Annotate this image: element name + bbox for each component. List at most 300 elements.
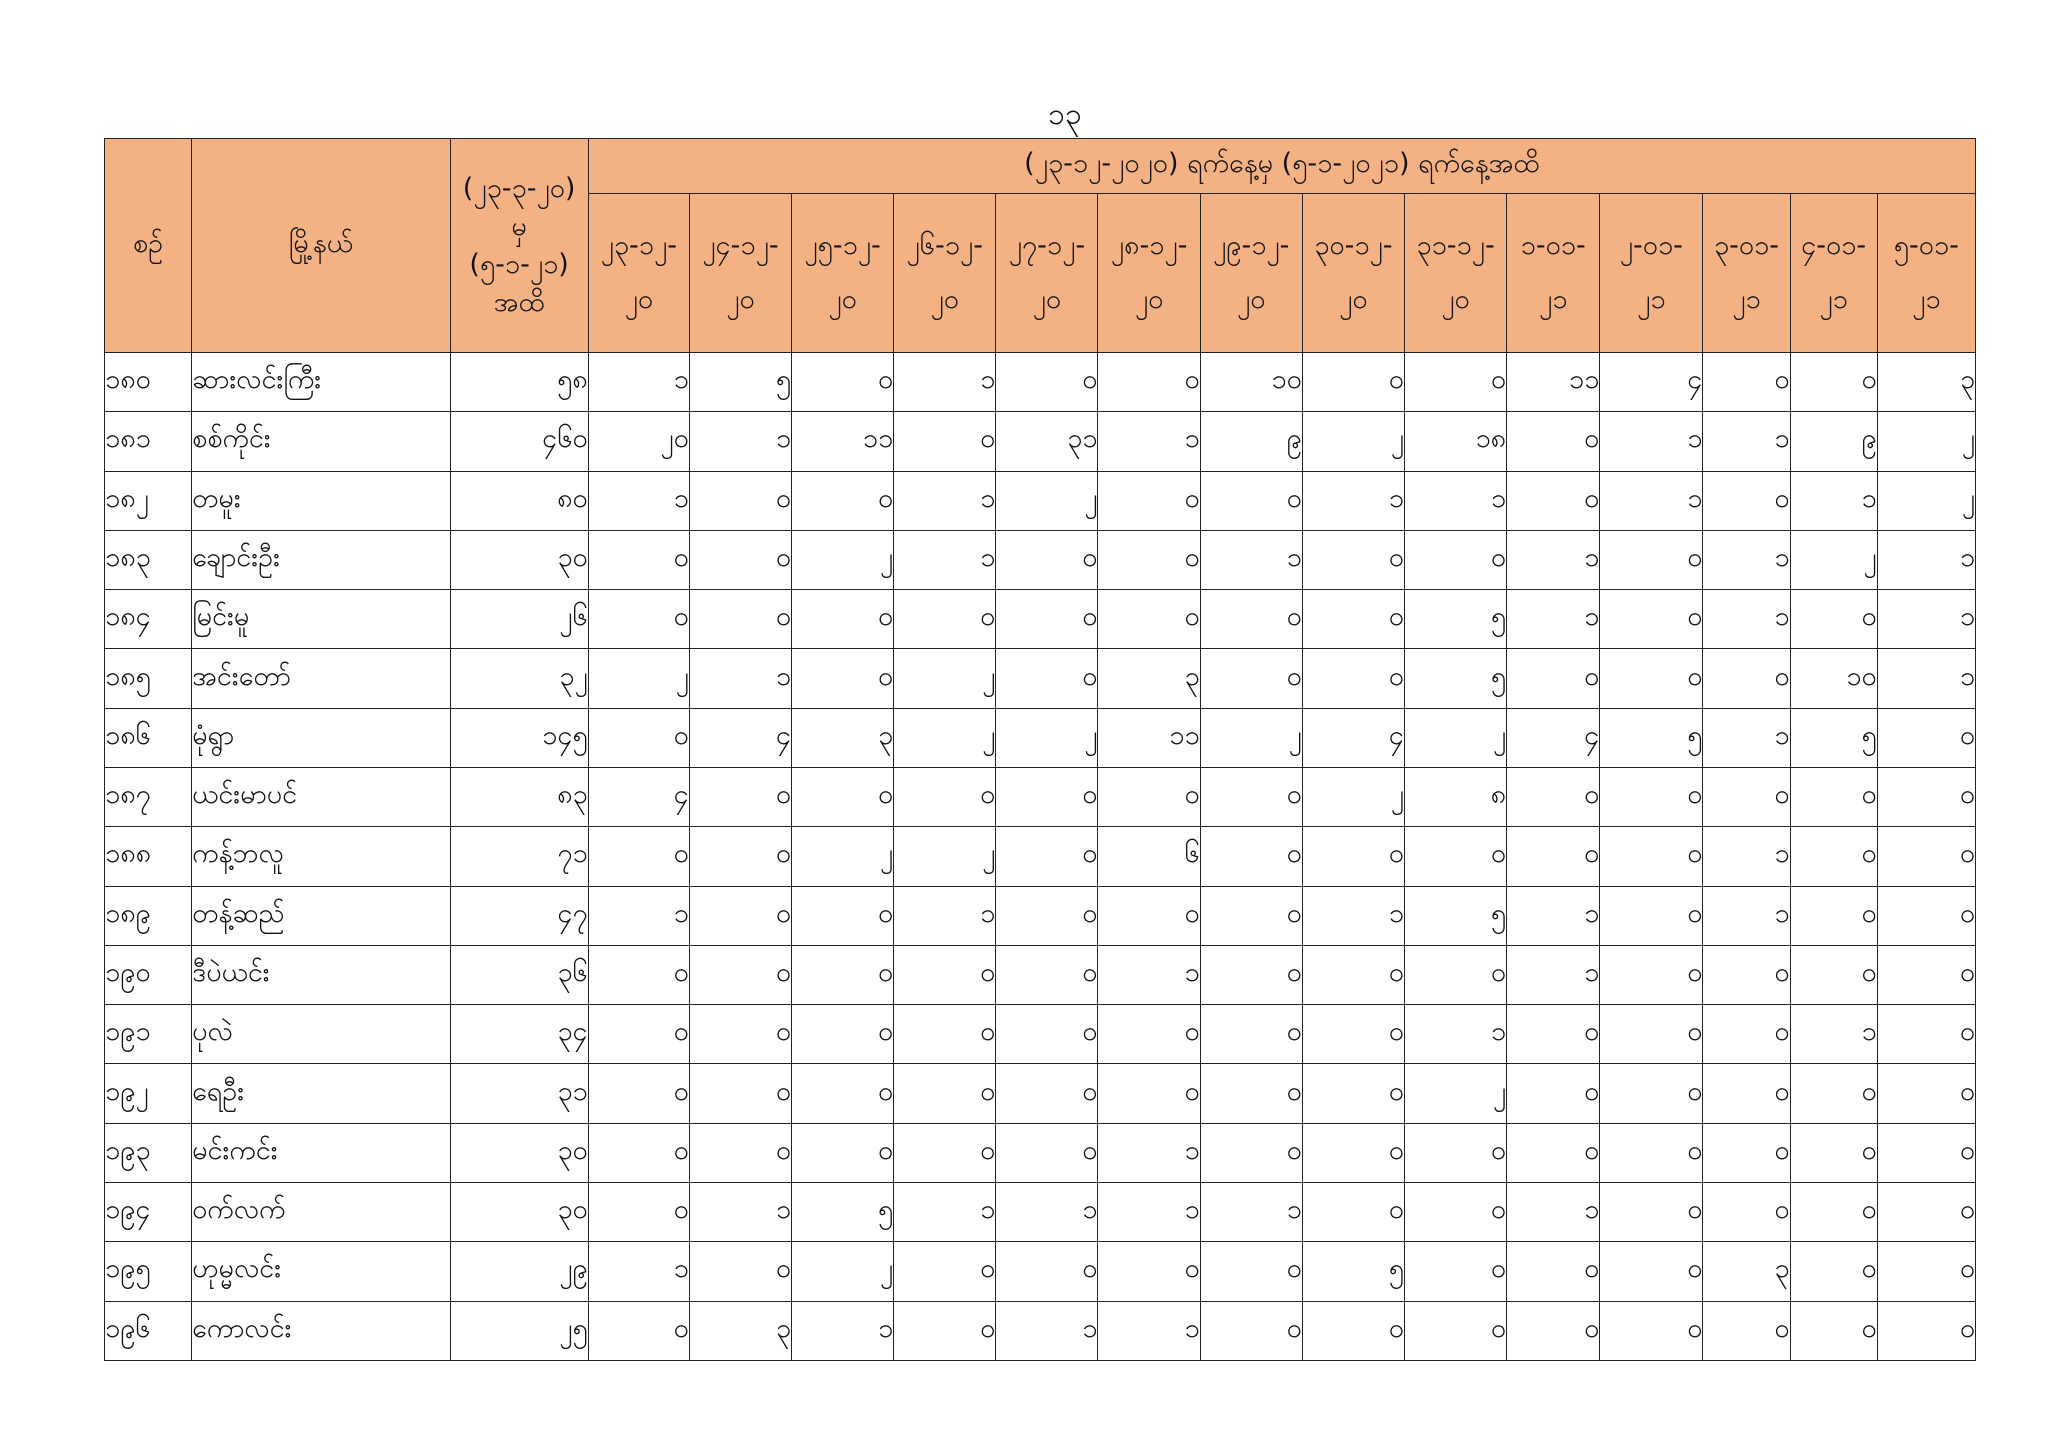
daily-cases-cell: ၀ — [1877, 1005, 1975, 1064]
daily-cases-cell: ၅ — [1302, 1242, 1404, 1301]
daily-cases-cell: ၀ — [1507, 649, 1600, 708]
daily-cases-cell: ၄ — [1600, 353, 1703, 412]
table-row — [105, 1182, 1976, 1241]
daily-cases-cell: ၀ — [1200, 1005, 1302, 1064]
daily-cases-cell: ၀ — [1703, 945, 1790, 1004]
daily-cases-cell: ၀ — [1200, 590, 1302, 649]
daily-cases-cell: ၁ — [689, 649, 791, 708]
daily-cases-cell: ၂ — [792, 827, 894, 886]
daily-cases-cell: ၂ — [894, 827, 996, 886]
header-date: ၃၀-၁၂- ၂၀ — [1302, 194, 1404, 353]
daily-cases-cell: ၂ — [1302, 767, 1404, 826]
daily-cases-cell: ၁ — [588, 353, 689, 412]
header-date: ၁-၀၁- ၂၁ — [1507, 194, 1600, 353]
daily-cases-cell: ၀ — [689, 767, 791, 826]
serial-number-cell: ၁၉၂ — [105, 1064, 192, 1123]
daily-cases-cell: ၁၀ — [1200, 353, 1302, 412]
daily-cases-cell: ၀ — [1404, 1123, 1506, 1182]
township-name-cell: ကန့်ဘလူ — [192, 827, 450, 886]
daily-cases-cell: ၀ — [1098, 353, 1200, 412]
daily-cases-cell: ၀ — [1200, 1064, 1302, 1123]
daily-cases-cell: ၁ — [1703, 590, 1790, 649]
daily-cases-cell: ၁ — [689, 1182, 791, 1241]
serial-number-cell: ၁၈၄ — [105, 590, 192, 649]
daily-cases-cell: ၀ — [792, 1123, 894, 1182]
total-cases-cell: ၄၆၀ — [450, 412, 588, 471]
township-name-cell: ပုလဲ — [192, 1005, 450, 1064]
daily-cases-cell: ၀ — [894, 1064, 996, 1123]
daily-cases-cell: ၀ — [1877, 1123, 1975, 1182]
township-name-cell: ဒီပဲယင်း — [192, 945, 450, 1004]
total-cases-cell: ၄၇ — [450, 886, 588, 945]
daily-cases-cell: ၀ — [1600, 767, 1703, 826]
daily-cases-cell: ၁ — [588, 886, 689, 945]
daily-cases-cell: ၀ — [1507, 1005, 1600, 1064]
daily-cases-cell: ၀ — [1600, 649, 1703, 708]
daily-cases-cell: ၀ — [1877, 1182, 1975, 1241]
daily-cases-cell: ၀ — [996, 886, 1098, 945]
daily-cases-cell: ၀ — [689, 886, 791, 945]
daily-cases-cell: ၀ — [1790, 767, 1877, 826]
daily-cases-cell: ၁ — [894, 471, 996, 530]
daily-cases-cell: ၄ — [588, 767, 689, 826]
table-row — [105, 590, 1976, 649]
daily-cases-cell: ၀ — [1703, 767, 1790, 826]
daily-cases-cell: ၁ — [1098, 1301, 1200, 1361]
header-serial-no: စဉ် — [105, 139, 192, 353]
daily-cases-cell: ၁၁ — [792, 412, 894, 471]
daily-cases-cell: ၀ — [792, 590, 894, 649]
daily-cases-cell: ၁ — [1507, 530, 1600, 589]
daily-cases-cell: ၀ — [996, 649, 1098, 708]
daily-cases-cell: ၀ — [689, 1242, 791, 1301]
daily-cases-cell: ၁ — [1703, 412, 1790, 471]
daily-cases-cell: ၀ — [894, 1005, 996, 1064]
daily-cases-cell: ၀ — [1877, 886, 1975, 945]
daily-cases-cell: ၁ — [1098, 1182, 1200, 1241]
daily-cases-cell: ၀ — [996, 1242, 1098, 1301]
daily-cases-cell: ၀ — [1302, 1064, 1404, 1123]
daily-cases-cell: ၀ — [1877, 827, 1975, 886]
daily-cases-cell: ၀ — [1404, 945, 1506, 1004]
total-cases-cell: ၂၉ — [450, 1242, 588, 1301]
daily-cases-cell: ၂ — [792, 530, 894, 589]
daily-cases-cell: ၁ — [1703, 708, 1790, 767]
serial-number-cell: ၁၈၈ — [105, 827, 192, 886]
daily-cases-cell: ၂ — [1200, 708, 1302, 767]
daily-cases-cell: ၃ — [1877, 353, 1975, 412]
total-cases-cell: ၃၀ — [450, 1123, 588, 1182]
serial-number-cell: ၁၉၅ — [105, 1242, 192, 1301]
daily-cases-cell: ၀ — [1507, 412, 1600, 471]
township-name-cell: ဝက်လက် — [192, 1182, 450, 1241]
table-row — [105, 530, 1976, 589]
daily-cases-cell: ၁ — [894, 530, 996, 589]
daily-cases-cell: ၁ — [1302, 471, 1404, 530]
serial-number-cell: ၁၉၆ — [105, 1301, 192, 1361]
daily-cases-cell: ၀ — [1200, 945, 1302, 1004]
daily-cases-cell: ၀ — [588, 1064, 689, 1123]
daily-cases-cell: ၁ — [1098, 412, 1200, 471]
daily-cases-cell: ၀ — [1877, 1242, 1975, 1301]
daily-cases-cell: ၀ — [1790, 590, 1877, 649]
daily-cases-cell: ၀ — [1098, 767, 1200, 826]
daily-cases-cell: ၁ — [588, 471, 689, 530]
daily-cases-cell: ၀ — [996, 945, 1098, 1004]
daily-cases-cell: ၀ — [1302, 945, 1404, 1004]
daily-cases-cell: ၁ — [1790, 471, 1877, 530]
township-name-cell: တမူး — [192, 471, 450, 530]
daily-cases-cell: ၀ — [588, 1123, 689, 1182]
daily-cases-cell: ၀ — [894, 1242, 996, 1301]
daily-cases-cell: ၀ — [588, 945, 689, 1004]
daily-cases-cell: ၂ — [894, 649, 996, 708]
daily-cases-cell: ၀ — [689, 471, 791, 530]
daily-cases-cell: ၄ — [1302, 708, 1404, 767]
daily-cases-cell: ၃ — [689, 1301, 791, 1361]
daily-cases-cell: ၁ — [996, 1301, 1098, 1361]
daily-cases-cell: ၂ — [996, 471, 1098, 530]
daily-cases-cell: ၀ — [689, 590, 791, 649]
daily-cases-cell: ၀ — [1790, 1123, 1877, 1182]
daily-cases-cell: ၀ — [588, 1182, 689, 1241]
daily-cases-cell: ၀ — [1703, 1123, 1790, 1182]
daily-cases-cell: ၀ — [689, 945, 791, 1004]
daily-cases-cell: ၀ — [1790, 1301, 1877, 1361]
daily-cases-cell: ၅ — [689, 353, 791, 412]
daily-cases-cell: ၀ — [1790, 886, 1877, 945]
daily-cases-cell: ၀ — [894, 1123, 996, 1182]
daily-cases-cell: ၁ — [1302, 886, 1404, 945]
daily-cases-cell: ၁ — [792, 1301, 894, 1361]
daily-cases-cell: ၀ — [1600, 1123, 1703, 1182]
daily-cases-cell: ၀ — [1098, 590, 1200, 649]
daily-cases-cell: ၁ — [588, 1242, 689, 1301]
total-cases-cell: ၂၅ — [450, 1301, 588, 1361]
daily-cases-cell: ၀ — [1877, 945, 1975, 1004]
daily-cases-cell: ၀ — [1200, 1242, 1302, 1301]
daily-cases-cell: ၅ — [1404, 649, 1506, 708]
header-date: ၄-၀၁- ၂၁ — [1790, 194, 1877, 353]
serial-number-cell: ၁၉၃ — [105, 1123, 192, 1182]
daily-cases-cell: ၅ — [1600, 708, 1703, 767]
daily-cases-cell: ၀ — [588, 530, 689, 589]
daily-cases-cell: ၀ — [1703, 1301, 1790, 1361]
township-name-cell: ချောင်းဦး — [192, 530, 450, 589]
header-date: ၂၈-၁၂- ၂၀ — [1098, 194, 1200, 353]
township-name-cell: မြင်းမူ — [192, 590, 450, 649]
daily-cases-cell: ၀ — [792, 353, 894, 412]
serial-number-cell: ၁၉၄ — [105, 1182, 192, 1241]
daily-cases-cell: ၀ — [1600, 1182, 1703, 1241]
header-date: ၃၁-၁၂- ၂၀ — [1404, 194, 1506, 353]
total-cases-cell: ၇၁ — [450, 827, 588, 886]
daily-cases-cell: ၀ — [1703, 1182, 1790, 1241]
daily-cases-cell: ၁ — [894, 1182, 996, 1241]
daily-cases-cell: ၂ — [996, 708, 1098, 767]
serial-number-cell: ၁၈၁ — [105, 412, 192, 471]
daily-cases-cell: ၀ — [689, 1005, 791, 1064]
daily-cases-cell: ၁ — [1877, 649, 1975, 708]
daily-cases-cell: ၂ — [1404, 1064, 1506, 1123]
daily-cases-cell: ၀ — [689, 530, 791, 589]
daily-cases-cell: ၀ — [894, 412, 996, 471]
daily-cases-cell: ၀ — [1507, 1301, 1600, 1361]
daily-cases-cell: ၀ — [1703, 1064, 1790, 1123]
daily-cases-cell: ၀ — [689, 1123, 791, 1182]
daily-cases-cell: ၀ — [1790, 353, 1877, 412]
daily-cases-cell: ၀ — [996, 1005, 1098, 1064]
table-row — [105, 412, 1976, 471]
daily-cases-cell: ၁ — [1404, 471, 1506, 530]
daily-cases-cell: ၀ — [792, 945, 894, 1004]
daily-cases-cell: ၄ — [1507, 708, 1600, 767]
daily-cases-cell: ၂ — [1404, 708, 1506, 767]
daily-cases-cell: ၀ — [996, 827, 1098, 886]
serial-number-cell: ၁၈၇ — [105, 767, 192, 826]
table-row — [105, 1242, 1976, 1301]
table-row — [105, 827, 1976, 886]
header-date: ၃-၀၁- ၂၁ — [1703, 194, 1790, 353]
table-row — [105, 1005, 1976, 1064]
header-date: ၂၉-၁၂- ၂၀ — [1200, 194, 1302, 353]
total-cases-cell: ၅၈ — [450, 353, 588, 412]
table-row — [105, 1123, 1976, 1182]
daily-cases-cell: ၀ — [996, 353, 1098, 412]
daily-cases-cell: ၀ — [1790, 1182, 1877, 1241]
daily-cases-cell: ၂ — [1877, 471, 1975, 530]
daily-cases-cell: ၀ — [1098, 1064, 1200, 1123]
daily-cases-cell: ၀ — [1877, 708, 1975, 767]
daily-cases-cell: ၀ — [689, 1064, 791, 1123]
daily-cases-cell: ၃ — [1703, 1242, 1790, 1301]
daily-cases-cell: ၀ — [588, 1301, 689, 1361]
daily-cases-cell: ၀ — [588, 708, 689, 767]
daily-cases-cell: ၃၁ — [996, 412, 1098, 471]
daily-cases-cell: ၀ — [1404, 353, 1506, 412]
table-row — [105, 471, 1976, 530]
total-cases-cell: ၃၀ — [450, 530, 588, 589]
daily-cases-cell: ၂ — [588, 649, 689, 708]
total-cases-cell: ၃၂ — [450, 649, 588, 708]
daily-cases-cell: ၁၁ — [1098, 708, 1200, 767]
daily-cases-cell: ၀ — [894, 1301, 996, 1361]
daily-cases-cell: ၀ — [1098, 1005, 1200, 1064]
header-total-range: (၂၃-၃-၂၀) မှ (၅-၁-၂၁) အထိ — [450, 139, 588, 353]
daily-cases-cell: ၀ — [1302, 827, 1404, 886]
daily-cases-cell: ၀ — [1404, 827, 1506, 886]
daily-cases-cell: ၁ — [1200, 530, 1302, 589]
daily-cases-cell: ၀ — [792, 471, 894, 530]
table-row — [105, 1301, 1976, 1361]
daily-cases-cell: ၀ — [1790, 945, 1877, 1004]
daily-cases-cell: ၀ — [1703, 1005, 1790, 1064]
header-township: မြို့နယ် — [192, 139, 450, 353]
header-date: ၂၅-၁၂- ၂၀ — [792, 194, 894, 353]
serial-number-cell: ၁၈၂ — [105, 471, 192, 530]
township-name-cell: စစ်ကိုင်း — [192, 412, 450, 471]
daily-cases-cell: ၀ — [1200, 471, 1302, 530]
township-name-cell: ဆားလင်းကြီး — [192, 353, 450, 412]
total-cases-cell: ၈၃ — [450, 767, 588, 826]
daily-cases-cell: ၈ — [1404, 767, 1506, 826]
daily-cases-cell: ၀ — [792, 649, 894, 708]
daily-cases-cell: ၂ — [792, 1242, 894, 1301]
daily-cases-cell: ၉ — [1200, 412, 1302, 471]
daily-cases-cell: ၀ — [1600, 1301, 1703, 1361]
daily-cases-cell: ၀ — [1877, 767, 1975, 826]
daily-cases-cell: ၀ — [1200, 649, 1302, 708]
header-date: ၂-၀၁- ၂၁ — [1600, 194, 1703, 353]
daily-cases-cell: ၀ — [1302, 590, 1404, 649]
total-cases-cell: ၂၆ — [450, 590, 588, 649]
daily-cases-cell: ၀ — [1600, 886, 1703, 945]
table-row — [105, 353, 1976, 412]
daily-cases-cell: ၁ — [1877, 530, 1975, 589]
daily-cases-cell: ၀ — [1098, 1242, 1200, 1301]
daily-cases-cell: ၂ — [1790, 530, 1877, 589]
total-cases-cell: ၈၀ — [450, 471, 588, 530]
table-body — [105, 353, 1976, 1361]
daily-cases-cell: ၀ — [1098, 471, 1200, 530]
daily-cases-cell: ၁ — [1098, 945, 1200, 1004]
daily-cases-cell: ၀ — [1877, 1064, 1975, 1123]
daily-cases-cell: ၁ — [1600, 412, 1703, 471]
daily-cases-cell: ၀ — [1600, 827, 1703, 886]
daily-cases-cell: ၁၁ — [1507, 353, 1600, 412]
daily-cases-cell: ၁ — [1703, 827, 1790, 886]
daily-cases-cell: ၀ — [588, 827, 689, 886]
table-row — [105, 767, 1976, 826]
daily-cases-cell: ၀ — [1302, 1123, 1404, 1182]
daily-cases-cell: ၀ — [792, 1005, 894, 1064]
serial-number-cell: ၁၉၀ — [105, 945, 192, 1004]
daily-cases-cell: ၀ — [1200, 1301, 1302, 1361]
daily-cases-cell: ၁ — [1507, 886, 1600, 945]
daily-cases-cell: ၁၀ — [1790, 649, 1877, 708]
header-date: ၅-၀၁- ၂၁ — [1877, 194, 1975, 353]
daily-cases-cell: ၃ — [1098, 649, 1200, 708]
daily-cases-cell: ၀ — [588, 1005, 689, 1064]
daily-cases-cell: ၀ — [1703, 649, 1790, 708]
table-row — [105, 649, 1976, 708]
daily-cases-cell: ၀ — [996, 767, 1098, 826]
daily-cases-cell: ၀ — [996, 1123, 1098, 1182]
daily-cases-cell: ၂၀ — [588, 412, 689, 471]
daily-cases-cell: ၀ — [1404, 1242, 1506, 1301]
daily-cases-cell: ၀ — [1302, 353, 1404, 412]
daily-cases-cell: ၀ — [1507, 1064, 1600, 1123]
daily-cases-cell: ၄ — [689, 708, 791, 767]
daily-cases-cell: ၀ — [1703, 471, 1790, 530]
table-row — [105, 886, 1976, 945]
daily-cases-cell: ၁ — [1790, 1005, 1877, 1064]
daily-cases-cell: ၀ — [1507, 1123, 1600, 1182]
daily-cases-cell: ၅ — [1790, 708, 1877, 767]
daily-cases-cell: ၀ — [996, 530, 1098, 589]
total-cases-cell: ၃၆ — [450, 945, 588, 1004]
daily-cases-cell: ၁ — [894, 353, 996, 412]
township-name-cell: ယင်းမာပင် — [192, 767, 450, 826]
daily-cases-cell: ၉ — [1790, 412, 1877, 471]
daily-cases-cell: ၀ — [1507, 471, 1600, 530]
serial-number-cell: ၁၈၃ — [105, 530, 192, 589]
daily-cases-cell: ၀ — [1600, 945, 1703, 1004]
daily-cases-cell: ၀ — [1200, 827, 1302, 886]
daily-cases-cell: ၀ — [1302, 1182, 1404, 1241]
daily-cases-cell: ၁ — [1098, 1123, 1200, 1182]
daily-cases-cell: ၀ — [1200, 1123, 1302, 1182]
daily-cases-cell: ၀ — [1600, 590, 1703, 649]
serial-number-cell: ၁၈၅ — [105, 649, 192, 708]
header-date: ၂၄-၁၂- ၂၀ — [689, 194, 791, 353]
daily-cases-cell: ၅ — [1404, 886, 1506, 945]
daily-cases-cell: ၀ — [689, 827, 791, 886]
township-name-cell: တန့်ဆည် — [192, 886, 450, 945]
daily-cases-cell: ၁ — [996, 1182, 1098, 1241]
daily-cases-cell: ၀ — [894, 590, 996, 649]
daily-cases-cell: ၀ — [996, 590, 1098, 649]
page-number: ၁၃ — [1048, 97, 1082, 132]
daily-cases-cell: ၅ — [792, 1182, 894, 1241]
daily-cases-cell: ၀ — [1507, 827, 1600, 886]
header-date: ၂၃-၁၂- ၂၀ — [588, 194, 689, 353]
daily-cases-cell: ၀ — [1302, 530, 1404, 589]
serial-number-cell: ၁၈၉ — [105, 886, 192, 945]
daily-cases-cell: ၀ — [1600, 1064, 1703, 1123]
daily-cases-cell: ၁ — [1507, 1182, 1600, 1241]
daily-cases-cell: ၅ — [1404, 590, 1506, 649]
daily-cases-cell: ၀ — [1302, 1301, 1404, 1361]
daily-cases-cell: ၀ — [1302, 649, 1404, 708]
daily-cases-cell: ၁၈ — [1404, 412, 1506, 471]
total-cases-cell: ၃၁ — [450, 1064, 588, 1123]
daily-cases-cell: ၃ — [792, 708, 894, 767]
daily-cases-cell: ၀ — [1600, 530, 1703, 589]
table-row — [105, 945, 1976, 1004]
daily-cases-cell: ၁ — [1600, 471, 1703, 530]
total-cases-cell: ၁၄၅ — [450, 708, 588, 767]
daily-cases-cell: ၁ — [1404, 1005, 1506, 1064]
daily-cases-cell: ၁ — [1703, 886, 1790, 945]
daily-cases-cell: ၀ — [1302, 1005, 1404, 1064]
daily-cases-cell: ၀ — [1790, 827, 1877, 886]
daily-cases-cell: ၆ — [1098, 827, 1200, 886]
serial-number-cell: ၁၈၀ — [105, 353, 192, 412]
township-name-cell: အင်းတော် — [192, 649, 450, 708]
daily-cases-cell: ၀ — [588, 590, 689, 649]
table-header — [105, 139, 1976, 353]
daily-cases-cell: ၀ — [792, 1064, 894, 1123]
header-date: ၂၇-၁၂- ၂၀ — [996, 194, 1098, 353]
township-name-cell: မင်းကင်း — [192, 1123, 450, 1182]
township-name-cell: ဟုမ္မလင်း — [192, 1242, 450, 1301]
daily-cases-cell: ၁ — [689, 412, 791, 471]
township-name-cell: မုံရွာ — [192, 708, 450, 767]
daily-cases-cell: ၁ — [1507, 590, 1600, 649]
daily-cases-cell: ၀ — [1404, 1301, 1506, 1361]
serial-number-cell: ၁၈၆ — [105, 708, 192, 767]
daily-cases-cell: ၁ — [1200, 1182, 1302, 1241]
daily-cases-cell: ၀ — [894, 767, 996, 826]
daily-cases-cell: ၀ — [1790, 1242, 1877, 1301]
township-cases-table — [104, 138, 1976, 1361]
table-row — [105, 1064, 1976, 1123]
daily-cases-cell: ၀ — [996, 1064, 1098, 1123]
total-cases-cell: ၃၄ — [450, 1005, 588, 1064]
daily-cases-cell: ၁ — [1703, 530, 1790, 589]
daily-cases-cell: ၁ — [1877, 590, 1975, 649]
